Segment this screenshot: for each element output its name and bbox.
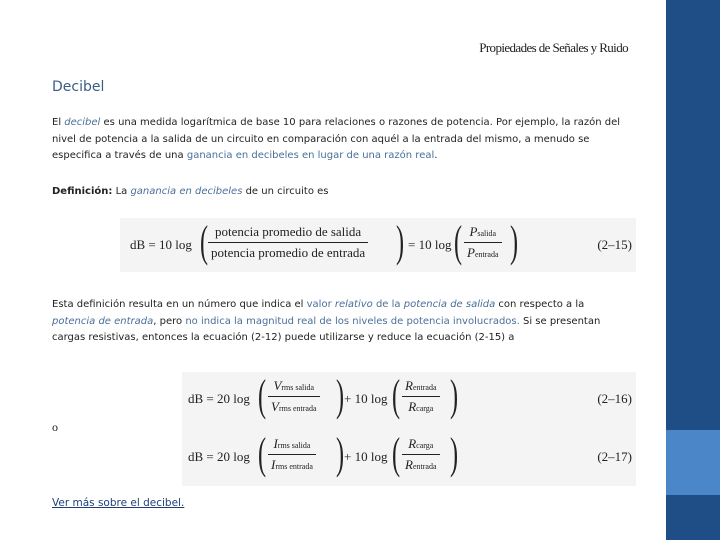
intro-text-2: es una medida logarítmica de base 10 para relaciones o razones de potencia. Por ejemplo, la razón del nivel de potencia a la salida de un circuito en comparación con aquél a la entrada del mismo, a menudo se especifica a través de una [52, 117, 621, 161]
para2-text-2: con respecto a la [495, 299, 585, 310]
para2-ref-de-la: de la [372, 299, 404, 310]
eq3-num-main: I [273, 436, 278, 451]
eq3-num2-sub: carga [416, 441, 434, 450]
eq1-num2-main: P [469, 224, 478, 239]
eq2-den-main: V [271, 399, 279, 414]
eq2-fraction-2 [402, 378, 440, 415]
slide-header-title: Propiedades de Señales y Ruido [479, 40, 628, 55]
eq1-fraction [208, 224, 368, 261]
section-heading: Decibel [52, 79, 105, 95]
definition-paragraph [52, 184, 628, 201]
eq2-den2-sub: carga [416, 404, 434, 413]
side-bar-top-block [666, 0, 720, 430]
eq1-numerator: potencia promedio de salida [208, 224, 368, 243]
side-bar-middle-block [666, 430, 720, 495]
intro-paragraph [52, 115, 628, 165]
equations-2-16-2-17 [182, 372, 636, 486]
equation-2-15 [120, 218, 636, 272]
eq1-right-paren-2: ) [510, 217, 519, 266]
equation-2-17 [182, 430, 636, 486]
eq3-right-paren-2: ) [450, 429, 459, 478]
eq3-num2-main: R [408, 436, 417, 451]
eq3-number: (2–17) [597, 449, 632, 464]
eq2-num2-main: R [405, 378, 413, 393]
side-bar-bottom-block [666, 495, 720, 540]
eq1-left-paren-2: ( [454, 217, 463, 266]
equation-2-16 [182, 372, 636, 428]
eq3-left-paren-2: ( [392, 429, 401, 478]
intro-text-1: El [52, 117, 65, 128]
eq2-fraction [268, 378, 320, 415]
more-about-decibel-link[interactable]: Ver más sobre el decibel. [52, 497, 185, 509]
or-separator: o [52, 420, 58, 434]
eq2-right-paren: ) [336, 371, 345, 420]
eq3-left-paren: ( [258, 429, 267, 478]
para2-ref-output-power: potencia de salida [403, 299, 496, 310]
eq2-number: (2–16) [597, 391, 632, 406]
para2-ref-input-power: potencia de entrada [52, 315, 154, 327]
eq1-den2-main: P [467, 245, 475, 260]
eq2-den2-main: R [408, 399, 417, 414]
eq2-den-sub: rms entrada [278, 404, 317, 413]
para2-text-3: , pero [153, 315, 186, 327]
eq1-lhs: dB = 10 log [130, 237, 192, 252]
eq2-num-main: V [273, 378, 282, 393]
eq2-left-paren: ( [258, 371, 267, 420]
eq1-fraction-2 [464, 224, 502, 261]
eq3-middle: + 10 log [344, 449, 388, 464]
eq2-left-paren-2: ( [392, 371, 401, 420]
definition-text-2: de un circuito es [242, 186, 329, 197]
eq1-left-paren: ( [200, 217, 209, 266]
para2-text-4: Si se presentan cargas resistivas, entonces la ecuación (2-12) puede utilizarse y reduce la ecuación (2-15) a [52, 315, 601, 343]
para2-ref-value: valor [306, 299, 335, 310]
definition-label: Definición: [52, 186, 113, 197]
intro-text-3: . [434, 150, 438, 161]
relative-value-paragraph [52, 297, 630, 347]
eq1-right-paren: ) [396, 217, 405, 266]
eq1-den2-sub: entrada [474, 250, 499, 259]
eq3-den2-sub: entrada [412, 462, 437, 471]
eq3-den-sub: rms entrada [275, 462, 313, 471]
eq2-right-paren-2: ) [450, 371, 459, 420]
eq3-den2-main: R [405, 457, 413, 472]
eq2-num-sub: rms salida [281, 383, 315, 392]
eq1-number: (2–15) [597, 237, 632, 252]
eq1-middle: = 10 log [408, 237, 452, 252]
gain-reference: ganancia en decibeles en lugar de una razón real [186, 150, 435, 161]
eq1-denominator: potencia promedio de entrada [211, 245, 366, 260]
decibel-term: decibel [64, 117, 101, 128]
eq3-right-paren: ) [336, 429, 345, 478]
para2-text-1: Esta definición resulta en un número que indica el [52, 299, 307, 310]
definition-text-1: La [112, 186, 131, 197]
gain-in-decibels-term: ganancia en decibeles [130, 186, 243, 197]
para2-ref-magnitude: no indica la magnitud real de los niveles de potencia involucrados. [185, 315, 520, 327]
eq1-num2-sub: salida [477, 229, 497, 238]
eq3-den-main: I [271, 457, 276, 472]
eq3-fraction [268, 436, 316, 473]
eq2-lhs: dB = 20 log [188, 391, 250, 406]
eq3-fraction-2 [402, 436, 440, 473]
para2-ref-relative: relativo [334, 299, 373, 310]
eq3-num-sub: rms salida [277, 441, 311, 450]
eq2-middle: + 10 log [344, 391, 388, 406]
eq3-lhs: dB = 20 log [188, 449, 250, 464]
side-accent-bar [666, 0, 720, 540]
eq2-num2-sub: entrada [412, 383, 437, 392]
